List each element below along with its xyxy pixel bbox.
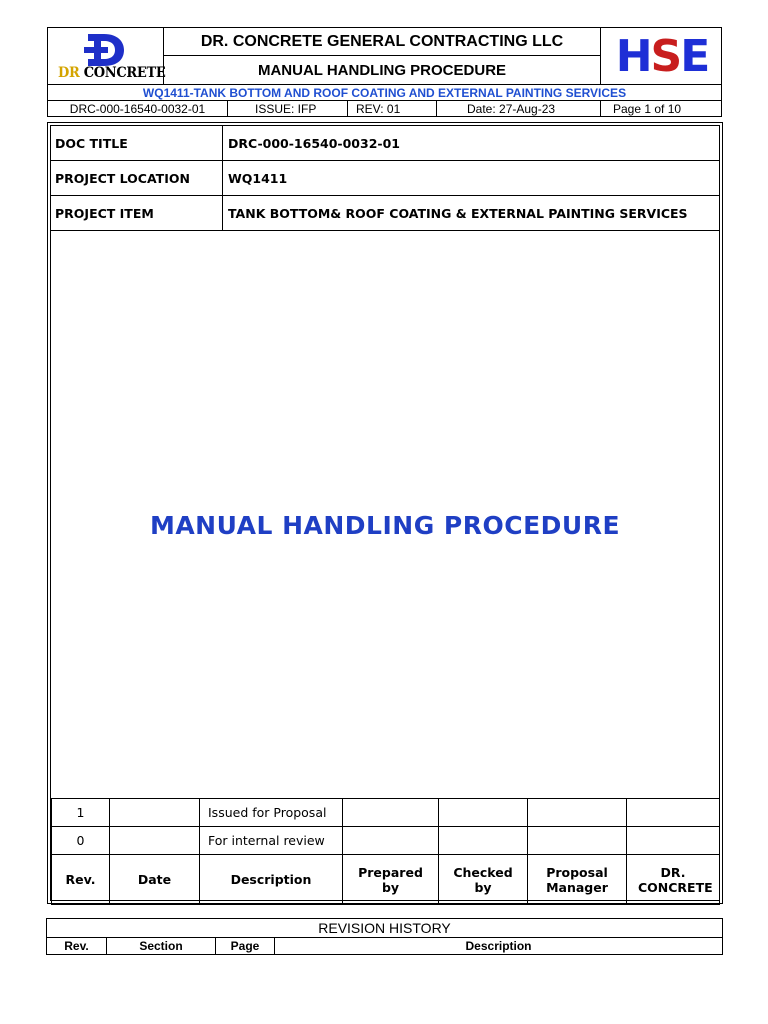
table-row xyxy=(52,799,720,827)
signoff-checked xyxy=(439,799,528,827)
cover-sheet xyxy=(47,122,723,904)
meta-date: Date: 27-Aug-23 xyxy=(437,101,601,116)
company-logo-cell xyxy=(48,28,164,84)
signoff-prepared xyxy=(343,827,439,855)
info-row-doc-title xyxy=(51,126,719,161)
header-rev: Rev. xyxy=(52,855,110,905)
signoff-rev: 1 xyxy=(52,799,110,827)
signoff-header-row xyxy=(52,855,720,905)
header-description: Description xyxy=(200,855,343,905)
meta-doc-number: DRC-000-16540-0032-01 xyxy=(48,101,228,116)
dr-logo-icon xyxy=(84,32,126,68)
info-value: WQ1411 xyxy=(228,170,288,186)
hse-logo-cell xyxy=(600,28,721,84)
cover-sheet-inner xyxy=(50,125,720,901)
info-value: TANK BOTTOM& ROOF COATING & EXTERNAL PAINTING SERVICES xyxy=(228,205,688,221)
revision-history-table xyxy=(46,918,723,955)
document-heading: MANUAL HANDLING PROCEDURE xyxy=(257,61,507,79)
signoff-prepared xyxy=(343,799,439,827)
logo-wordmark: DR CONCRETE xyxy=(58,65,166,82)
signoff-description: Issued for Proposal xyxy=(200,799,343,827)
meta-issue: ISSUE: IFP xyxy=(228,101,348,116)
document-header xyxy=(47,27,722,117)
revision-history-header-row xyxy=(47,938,723,955)
revision-history-title: REVISION HISTORY xyxy=(47,919,723,938)
signoff-rev: 0 xyxy=(52,827,110,855)
rh-header-description: Description xyxy=(275,938,723,955)
header-company: DR. CONCRETE xyxy=(627,855,720,905)
info-label: PROJECT ITEM xyxy=(51,196,223,230)
rh-header-section: Section xyxy=(107,938,216,955)
main-title: MANUAL HANDLING PROCEDURE xyxy=(149,511,621,540)
header-checked: Checked by xyxy=(439,855,528,905)
signoff-date xyxy=(110,799,200,827)
info-row-project-item xyxy=(51,196,719,231)
signoff-description: For internal review xyxy=(200,827,343,855)
signoff-date xyxy=(110,827,200,855)
rh-header-page: Page xyxy=(216,938,275,955)
signoff-checked xyxy=(439,827,528,855)
document-meta-row xyxy=(48,101,721,116)
info-label: PROJECT LOCATION xyxy=(51,161,223,195)
signoff-manager xyxy=(528,827,627,855)
hse-logo-icon: H S E xyxy=(615,31,709,82)
header-date: Date xyxy=(110,855,200,905)
info-row-project-location xyxy=(51,161,719,196)
info-label: DOC TITLE xyxy=(51,126,223,160)
signoff-company xyxy=(627,827,720,855)
header-prepared: Prepared by xyxy=(343,855,439,905)
signoff-table xyxy=(51,798,720,905)
rh-header-rev: Rev. xyxy=(47,938,107,955)
signoff-manager xyxy=(528,799,627,827)
company-name: DR. CONCRETE GENERAL CONTRACTING LLC xyxy=(164,28,600,56)
info-value: DRC-000-16540-0032-01 xyxy=(228,135,400,151)
table-row xyxy=(52,827,720,855)
meta-revision: REV: 01 xyxy=(348,101,437,116)
signoff-company xyxy=(627,799,720,827)
revision-history-title-row xyxy=(47,919,723,938)
header-manager: Proposal Manager xyxy=(528,855,627,905)
meta-page: Page 1 of 10 xyxy=(613,101,682,116)
project-line: WQ1411-TANK BOTTOM AND ROOF COATING AND EXTERNAL PAINTING SERVICES xyxy=(48,84,721,101)
